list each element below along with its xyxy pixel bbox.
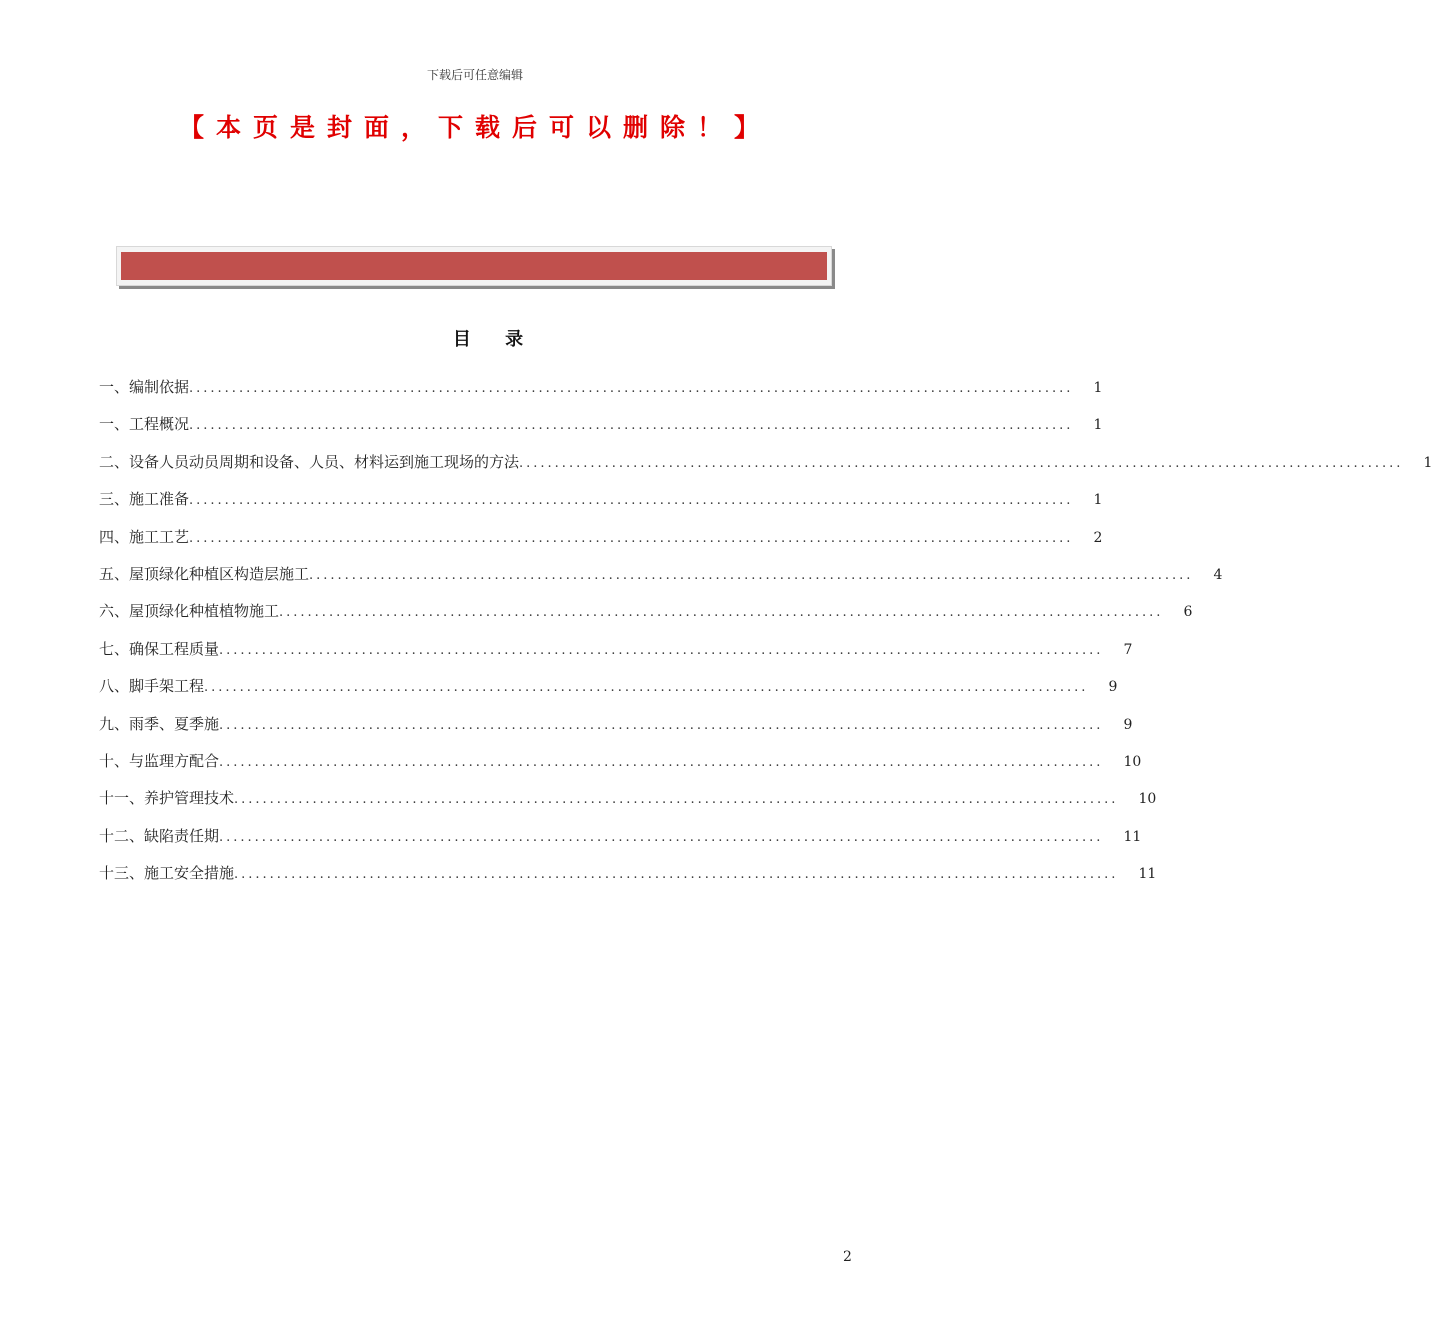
toc-entry-label: 五、屋顶绿化种植区构造层施工 [99,564,310,583]
toc-entry-label: 九、雨季、夏季施 [99,714,220,733]
toc-leader-dots: ............................................................................................................................ [189,381,1074,396]
page-number: 2 [843,1249,852,1265]
toc-leader-dots: ............................................................................................................................ [204,680,1089,696]
toc-leader-dots: ............................................................................................................................ [189,493,1074,509]
toc-entry-page: 10 [1123,753,1142,770]
toc-entry-page: 1 [1423,454,1432,471]
cover-notice: 【本页是封面，下载后可以删除！】 [178,113,771,142]
toc-entry[interactable] [99,750,1142,787]
toc-entry[interactable] [99,451,1432,488]
toc-entry[interactable] [99,526,1103,563]
toc-leader-dots: ............................................................................................................................ [189,530,1074,546]
toc-entry-label: 七、确保工程质量 [99,639,220,658]
toc-leader-dots: ............................................................................................................................ [219,829,1104,845]
toc-entry-page: 10 [1138,791,1157,808]
toc-leader-dots: ............................................................................................................................ [234,867,1119,883]
toc-leader-dots: ............................................................................................................................ [189,418,1074,434]
toc-entry-page: 7 [1123,641,1133,658]
toc-entry[interactable] [99,376,1103,413]
toc-entry-page: 6 [1183,604,1193,621]
toc-entry-page: 1 [1093,492,1103,509]
toc-entry-page: 11 [1123,828,1142,845]
toc-entry[interactable] [99,638,1133,675]
toc-entry-label: 二、设备人员动员周期和设备、人员、材料运到施工现场的方法 [99,452,520,471]
toc-leader-dots: ............................................................................................................................ [519,455,1404,471]
toc-entry-page: 1 [1093,417,1103,434]
toc-entry-label: 一、编制依据 [99,378,190,396]
toc-entry-page: 9 [1108,679,1118,696]
toc-entry[interactable] [99,413,1103,450]
title-banner [116,246,832,286]
toc-entry-label: 十三、施工安全措施 [99,864,235,883]
toc-entry[interactable] [99,488,1103,525]
toc-entry-label: 三、施工准备 [99,490,190,509]
toc-entry[interactable] [99,563,1223,600]
toc-leader-dots: ............................................................................................................................ [219,642,1104,658]
header-note: 下载后可任意编辑 [426,68,523,82]
table-of-contents [99,376,1432,899]
toc-leader-dots: ............................................................................................................................ [279,605,1164,621]
toc-entry-page: 2 [1093,529,1103,546]
toc-entry-page: 11 [1138,866,1157,883]
toc-entry-page: 4 [1213,566,1223,583]
title-banner-bar [121,252,827,280]
toc-entry[interactable] [99,675,1118,712]
toc-leader-dots: ............................................................................................................................ [234,792,1119,808]
toc-entry-label: 一、工程概况 [99,415,190,434]
toc-leader-dots: ............................................................................................................................ [219,717,1104,733]
toc-entry-label: 八、脚手架工程 [99,677,205,696]
toc-entry[interactable] [99,787,1157,824]
toc-entry-label: 十、与监理方配合 [99,751,220,770]
toc-entry[interactable] [99,825,1142,862]
toc-entry-label: 十一、养护管理技术 [99,789,235,808]
toc-leader-dots: ............................................................................................................................ [219,754,1104,770]
toc-entry-label: 十二、缺陷责任期 [99,826,220,845]
toc-entry-page: 9 [1123,716,1133,733]
toc-entry-label: 六、屋顶绿化种植植物施工 [99,602,280,621]
toc-leader-dots: ............................................................................................................................ [309,567,1194,583]
toc-entry-page: 1 [1093,380,1103,396]
toc-entry[interactable] [99,713,1133,750]
toc-title: 目 录 [452,329,538,350]
toc-entry-label: 四、施工工艺 [99,527,190,546]
toc-entry[interactable] [99,600,1193,637]
toc-entry[interactable] [99,862,1157,899]
